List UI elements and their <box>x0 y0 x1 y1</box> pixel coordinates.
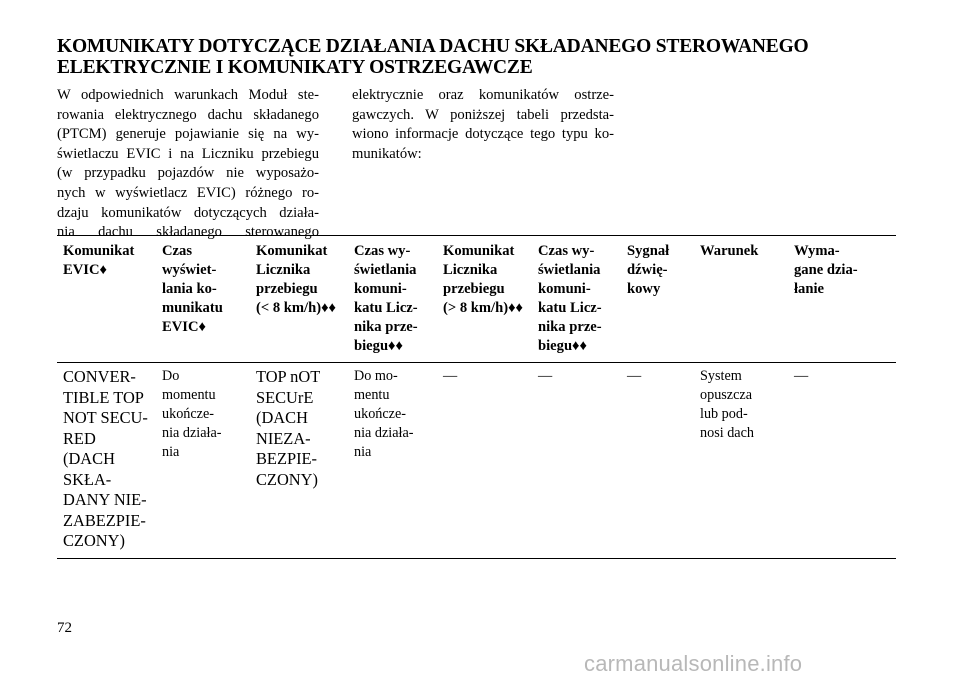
header-cell-line: świetlania <box>354 262 417 278</box>
cell-line: (DACH <box>256 408 308 427</box>
section-title <box>57 36 917 78</box>
intro-line: (PTCM) generuje pojawianie się na wy- <box>57 126 319 143</box>
table-cell <box>250 363 348 559</box>
intro-column-2 <box>352 86 614 164</box>
table-header-cell <box>57 236 156 363</box>
table-cell <box>437 363 532 559</box>
intro-line: świetlaczu EVIC i na Liczniku przebiegu <box>57 145 319 162</box>
header-cell-line: przebiegu <box>443 281 505 297</box>
cell-line: Do mo- <box>354 368 398 384</box>
header-cell-line: Licznika <box>443 262 498 278</box>
header-cell-line: świetlania <box>538 262 601 278</box>
cell-line: ukończe- <box>354 406 406 422</box>
header-cell-line: Licznika <box>256 262 311 278</box>
intro-line: nych w wyświetlacz EVIC) różnego ro- <box>57 184 319 201</box>
cell-line: BEZPIE- <box>256 449 318 468</box>
table-header-cell <box>694 236 788 363</box>
header-cell-line: biegu♦♦ <box>538 338 587 354</box>
header-cell-line: wyświet- <box>162 262 217 278</box>
cell-line: nia <box>162 444 180 460</box>
section-title-line-1: KOMUNIKATY DOTYCZĄCE DZIAŁANIA DACHU SKŁADANEGO STEROWANEGO <box>57 36 809 57</box>
messages-table <box>57 235 896 559</box>
cell-line: NIEZA- <box>256 428 311 448</box>
header-cell-line: Komunikat <box>63 243 135 259</box>
table-cell <box>694 363 788 559</box>
table-header-cell <box>250 236 348 363</box>
cell-line: SECUrE <box>256 387 314 407</box>
table-cell <box>156 363 250 559</box>
header-cell-line: katu Licz- <box>354 300 418 316</box>
header-cell-line: munikatu <box>162 300 223 316</box>
table-header-cell <box>788 236 896 363</box>
table-cell <box>532 363 621 559</box>
intro-line: W odpowiednich warunkach Moduł ste- <box>57 87 319 103</box>
cell-line: RED <box>63 428 96 448</box>
header-cell-line: lania ko- <box>162 281 217 297</box>
cell-line: nia <box>354 444 372 460</box>
table-header-row <box>57 236 896 363</box>
cell-line: nosi dach <box>700 425 754 441</box>
cell-line: nia działa- <box>354 425 414 441</box>
table-header-cell <box>532 236 621 363</box>
cell-line: — <box>794 368 809 384</box>
header-cell-line: (< 8 km/h)♦♦ <box>256 300 336 316</box>
header-cell-line: komuni- <box>538 281 591 297</box>
cell-line: TIBLE TOP <box>63 387 144 407</box>
header-cell-line: katu Licz- <box>538 300 602 316</box>
intro-line: (w przypadku pojazdów nie wyposażo- <box>57 165 319 182</box>
cell-line: — <box>627 368 642 384</box>
intro-line: wiono informacje dotyczące tego typu ko- <box>352 126 614 143</box>
table-cell <box>348 363 437 559</box>
header-cell-line: nika prze- <box>538 319 602 335</box>
header-cell-line: EVIC♦ <box>162 319 206 335</box>
cell-line: TOP nOT <box>256 367 321 386</box>
cell-line: CZONY) <box>63 531 125 550</box>
header-cell-line: Komunikat <box>443 243 515 259</box>
header-cell-line: przebiegu <box>256 281 318 297</box>
header-cell-line: Czas wy- <box>538 243 595 259</box>
intro-line: rowania elektrycznego dachu składanego <box>57 106 319 123</box>
header-cell-line: Sygnał <box>627 243 670 259</box>
header-cell-line: Czas wy- <box>354 243 411 259</box>
watermark: carmanualsonline.info <box>584 651 803 676</box>
header-cell-line: Czas <box>162 243 192 259</box>
cell-line: Do <box>162 368 180 384</box>
intro-line: nia dachu składanego sterowanego <box>57 224 319 241</box>
table-header-cell <box>348 236 437 363</box>
header-cell-line: Wyma- <box>794 243 840 259</box>
cell-line: — <box>443 368 458 384</box>
page-number: 72 <box>57 620 72 636</box>
cell-line: NOT SECU- <box>63 408 148 427</box>
table-cell <box>621 363 694 559</box>
header-cell-line: Warunek <box>700 243 759 259</box>
header-cell-line: Komunikat <box>256 243 328 259</box>
cell-line: ZABEZPIE- <box>63 510 146 530</box>
table-row <box>57 363 896 559</box>
cell-line: lub pod- <box>700 406 748 422</box>
cell-line: mentu <box>354 387 390 403</box>
intro-line: elektrycznie oraz komunikatów ostrze- <box>352 87 614 103</box>
header-cell-line: gane dzia- <box>794 262 858 278</box>
intro-line: dzaju komunikatów dotyczących działa- <box>57 204 319 221</box>
cell-line: — <box>538 368 553 384</box>
header-cell-line: biegu♦♦ <box>354 338 403 354</box>
header-cell-line: komuni- <box>354 281 407 297</box>
table-cell <box>788 363 896 559</box>
cell-line: nia działa- <box>162 425 222 441</box>
intro-line: munikatów: <box>352 145 422 162</box>
header-cell-line: EVIC♦ <box>63 262 107 278</box>
cell-line: (DACH <box>63 449 115 468</box>
header-cell-line: (> 8 km/h)♦♦ <box>443 300 523 316</box>
cell-line: System <box>700 368 742 384</box>
cell-line: CONVER- <box>63 367 136 386</box>
cell-line: momentu <box>162 387 216 403</box>
table-header-cell <box>437 236 532 363</box>
section-title-line-2: ELEKTRYCZNIE I KOMUNIKATY OSTRZEGAWCZE <box>57 57 533 78</box>
table-cell <box>57 363 156 559</box>
cell-line: CZONY) <box>256 469 318 489</box>
cell-line: opuszcza <box>700 387 752 403</box>
header-cell-line: nika prze- <box>354 319 418 335</box>
intro-column-1 <box>57 86 319 243</box>
cell-line: SKŁA- <box>63 469 112 489</box>
header-cell-line: kowy <box>627 281 661 297</box>
intro-line: gawczych. W poniższej tabeli przedsta- <box>352 106 614 123</box>
header-cell-line: dźwię- <box>627 262 668 278</box>
table-header-cell <box>621 236 694 363</box>
cell-line: DANY NIE- <box>63 490 147 509</box>
cell-line: ukończe- <box>162 406 214 422</box>
header-cell-line: łanie <box>794 281 824 297</box>
table-header-cell <box>156 236 250 363</box>
